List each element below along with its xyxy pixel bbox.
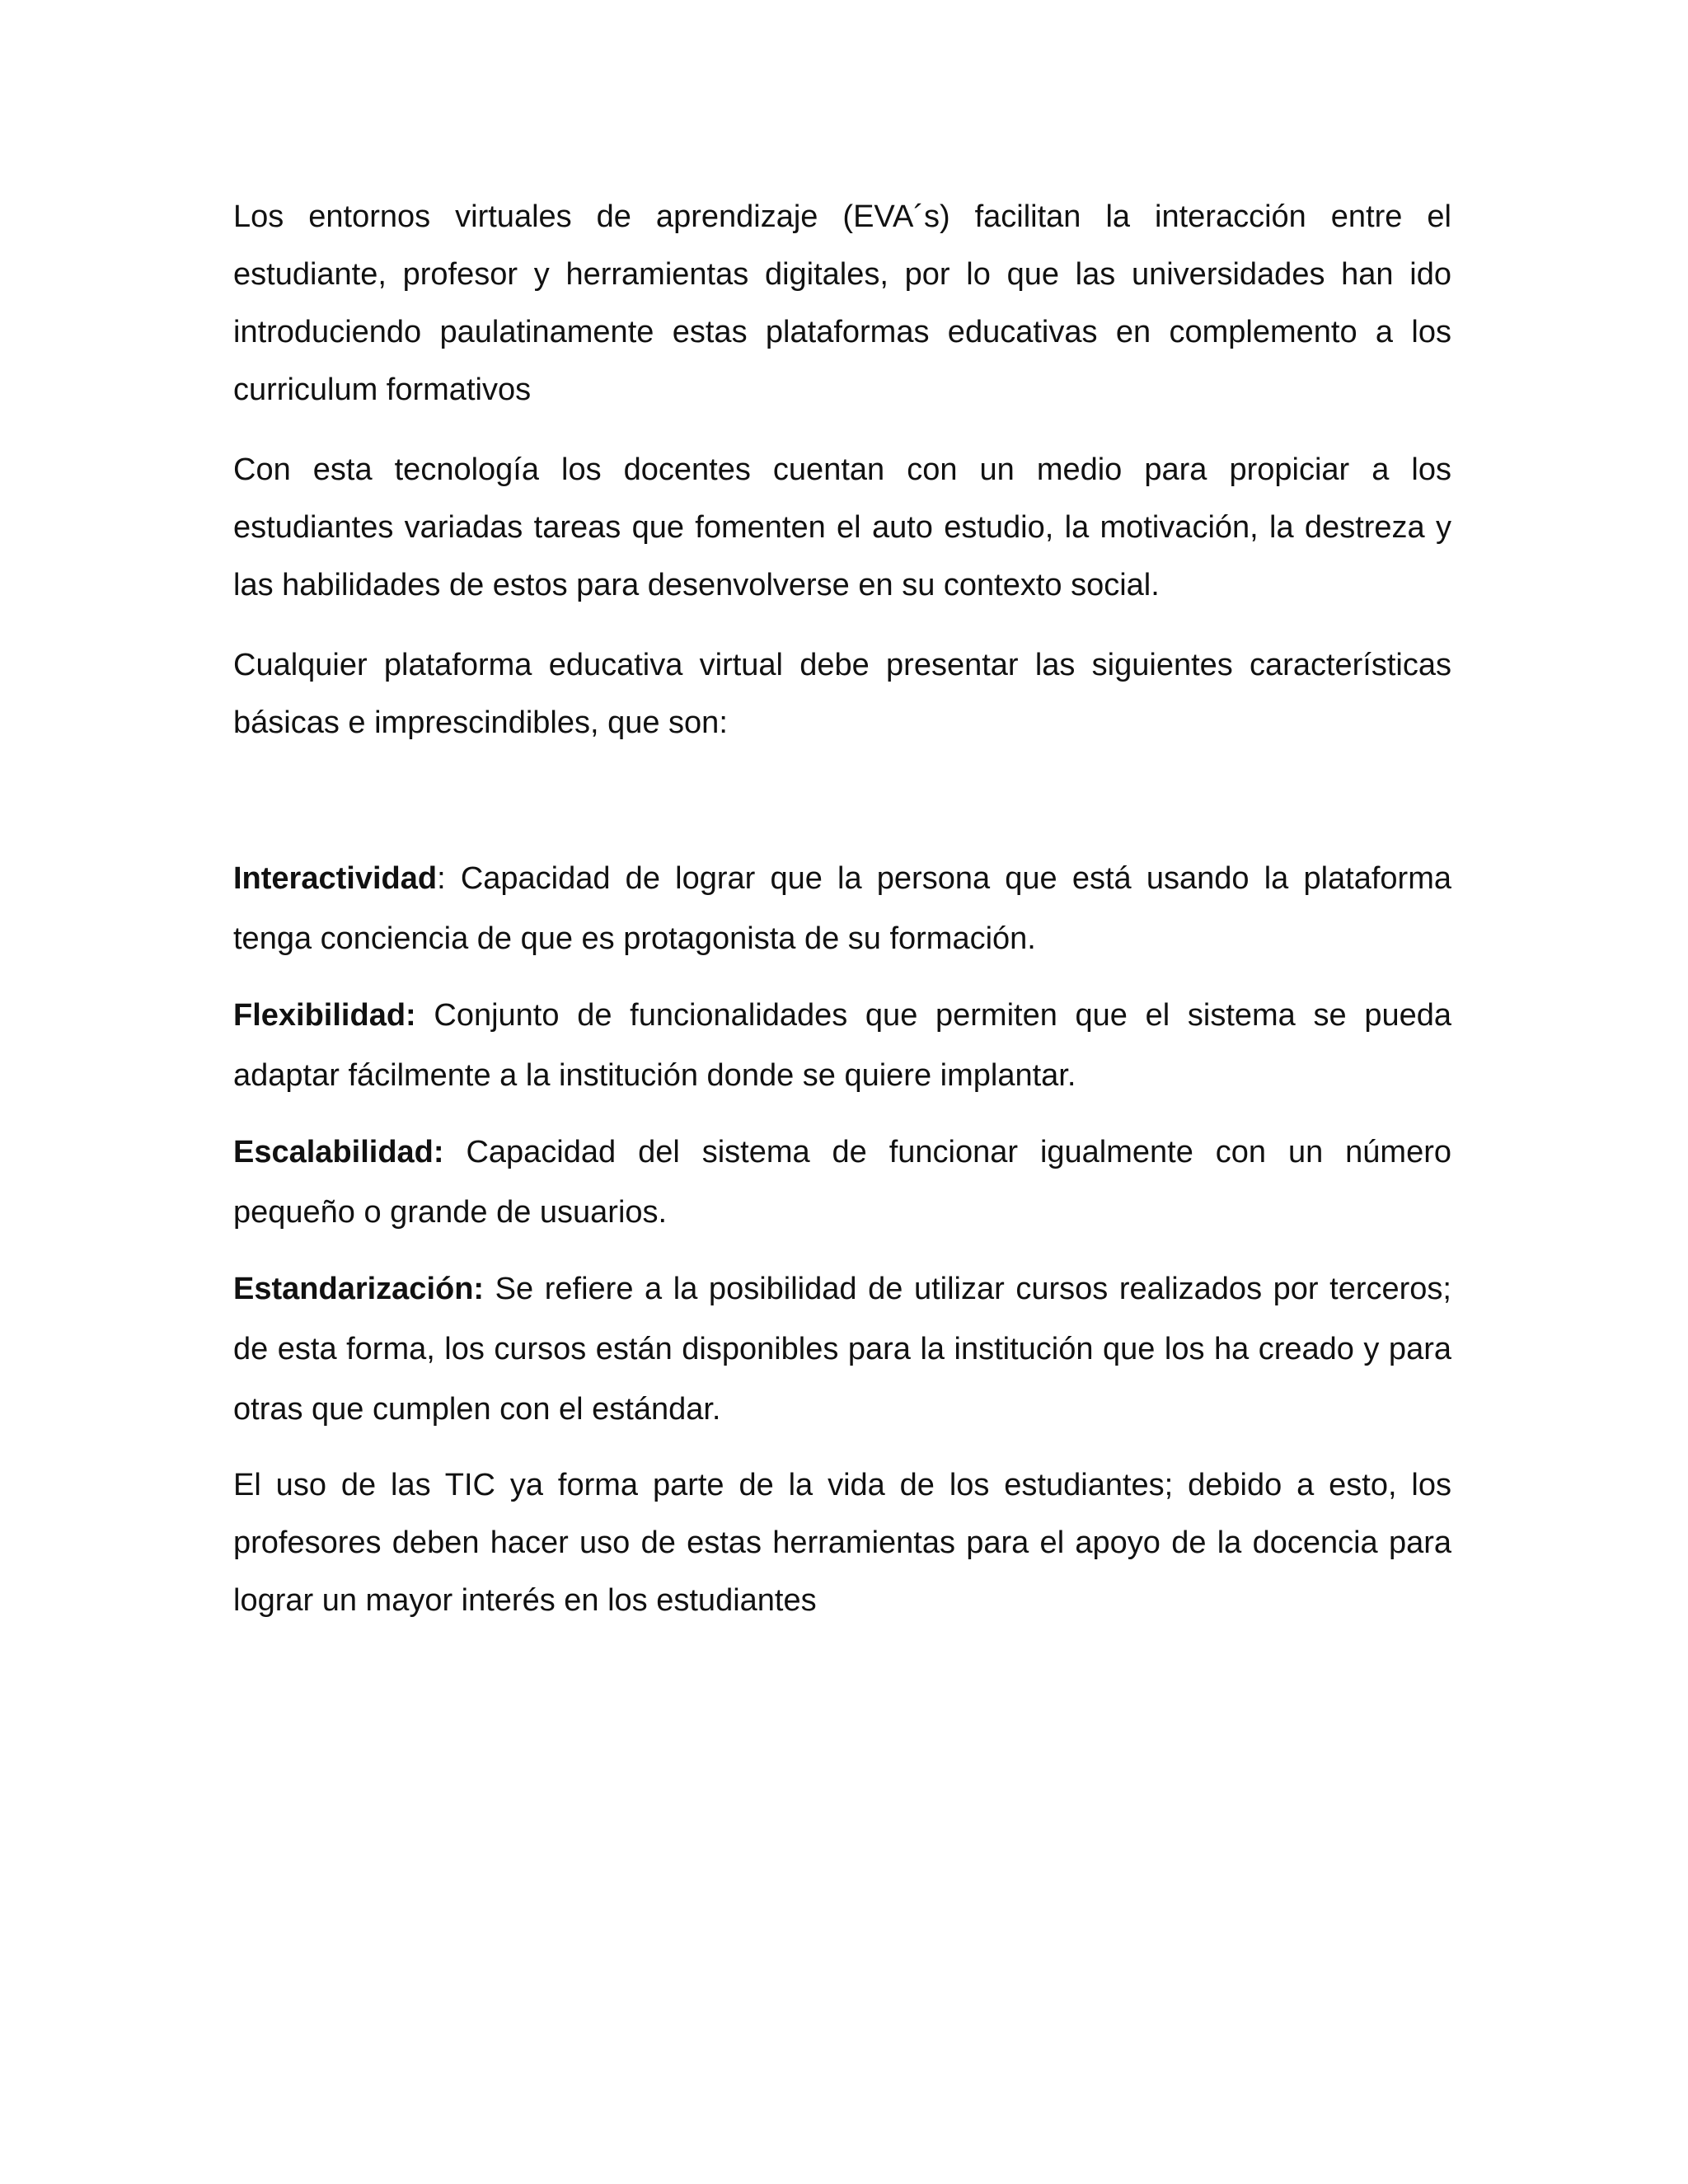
paragraph-technology: Con esta tecnología los docentes cuentan con un medio para propiciar a los estudiantes variadas tareas que fomenten el auto estudio, la motivación, la destreza y las habilidades de estos para desenvolverse en su contexto social. <box>233 452 1451 602</box>
definition-flexibilidad <box>233 986 1451 1106</box>
document-page <box>233 188 1451 1652</box>
paragraph-eva-intro: Los entornos virtuales de aprendizaje (EVA´s) facilitan la interacción entre el estudiante, profesor y herramientas digitales, por lo que las universidades han ido introduciendo paulatinamente estas plataformas educativas en complemento a los curriculum formativos <box>233 199 1451 407</box>
paragraph-tic-closing: El uso de las TIC ya forma parte de la vida de los estudiantes; debido a esto, los profesores deben hacer uso de estas herramientas para el apoyo de la docencia para lograr un mayor interés en los estudiantes <box>233 1468 1451 1618</box>
definition-text: Conjunto de funcionalidades que permiten que el sistema se pueda adaptar fácilmente a la institución donde se quiere implantar. <box>233 998 1451 1093</box>
definition-interactividad <box>233 849 1451 969</box>
definition-term: Interactividad <box>233 861 438 896</box>
definition-separator: : <box>437 861 446 896</box>
definition-escalabilidad <box>233 1122 1451 1243</box>
paragraph-characteristics-intro: Cualquier plataforma educativa virtual debe presentar las siguientes características básicas e imprescindibles, que son: <box>233 648 1451 740</box>
definition-term: Estandarización: <box>233 1272 485 1306</box>
definition-estandarizacion <box>233 1259 1451 1440</box>
definition-text: Se refiere a la posibilidad de utilizar cursos realizados por terceros; de esta forma, los cursos están disponibles para la institución que los ha creado y para otras que cumplen con el estándar. <box>233 1272 1451 1427</box>
definition-term: Flexibilidad: <box>233 998 416 1033</box>
definition-term: Escalabilidad: <box>233 1135 444 1169</box>
definition-text: Capacidad de lograr que la persona que está usando la plataforma tenga conciencia de que es protagonista de su formación. <box>233 861 1451 956</box>
definition-text: Capacidad del sistema de funcionar igualmente con un número pequeño o grande de usuarios. <box>233 1135 1451 1230</box>
